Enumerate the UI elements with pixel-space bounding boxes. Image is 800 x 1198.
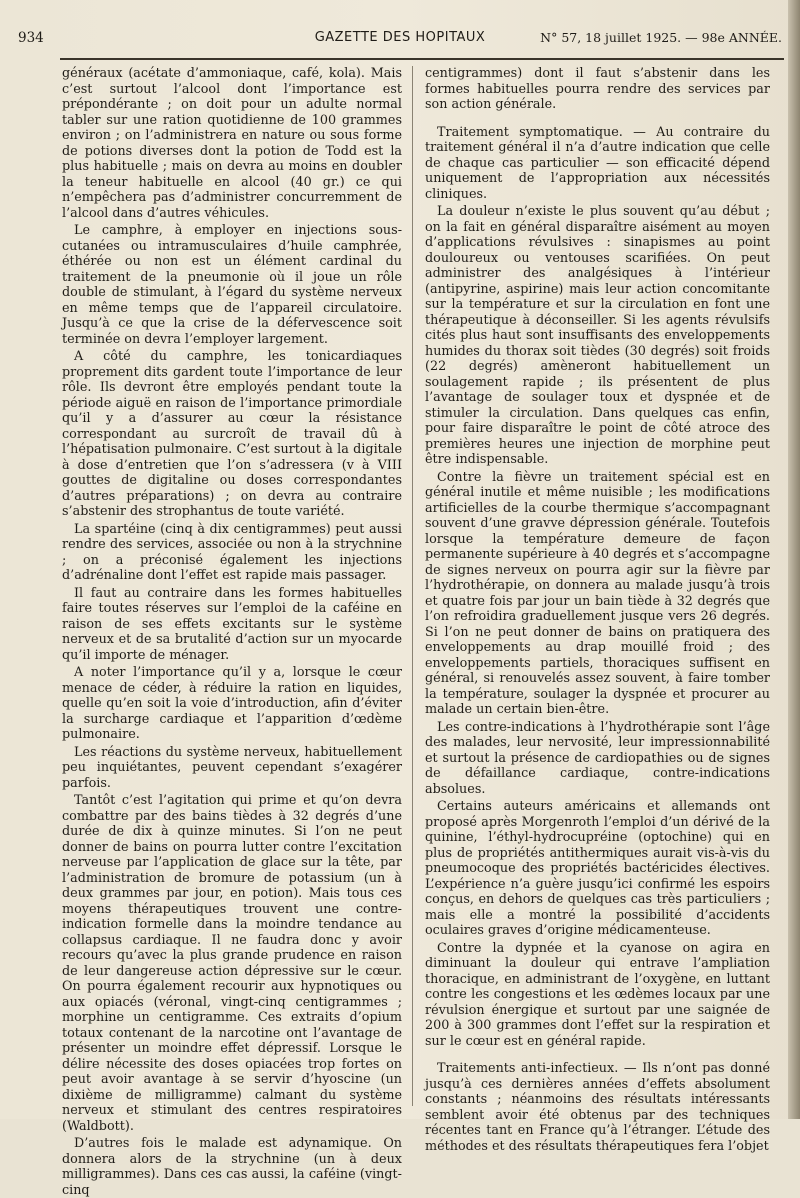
paragraph: centigrammes) dont il faut s’abstenir dans les formes habituelles pourra rendre des services par son action générale. [425, 66, 770, 112]
journal-title: GAZETTE DES HOPITAUX [314, 30, 486, 45]
column-divider [412, 66, 413, 1106]
left-column [62, 66, 402, 1198]
page-number: 934 [18, 30, 44, 46]
header-rule [60, 58, 784, 60]
paragraph: D’autres fois le malade est adynamique. On donnera alors de la strychnine (un à deux milligrammes). Dans ces cas aussi, la caféine (vingt-cinq [62, 1136, 402, 1198]
paragraph: A côté du camphre, les tonicardiaques proprement dits gardent toute l’importance de leur rôle. Ils devront être employés pendant toute la période aiguë en raison de l’importance primordiale qu’il y a d’assurer au cœur la résistance correspondant au surcroît de travail dû à l’hépatisation pulmonaire. C’est surtout à la digitale à dose d’entretien que l’on s’adressera (v à VIII gouttes de digitaline ou doses correspondantes d’autres préparations) ; on devra au contraire s’abstenir des strophantus de toute variété. [62, 349, 402, 519]
paragraph: Le camphre, à employer en injections sous-cutanées ou intramusculaires d’huile camphrée, éthérée ou non est un élément cardinal du traitement de la pneumonie où il joue un rôle double de stimulant, à l’égard du système nerveux en même temps que de l’appareil circulatoire. Jusqu’à ce que la crise de la défervescence soit terminée on devra l’employer largement. [62, 223, 402, 347]
paragraph: Les réactions du système nerveux, habituellement peu inquiétantes, peuvent cependant s’exagérer parfois. [62, 744, 402, 791]
paragraph: Contre la fièvre un traitement spécial est en général inutile et même nuisible ; les modifications artificielles de la courbe thermique s’accompagnant souvent d’une gravve dépression générale. Toutefois lorsque la température demeure de façon permanente supérieure à 40 degrés et s’accompagne de signes nerveux on pourra agir sur la fièvre par l’hydrothérapie, on donnera au malade jusqu’à trois et quatre fois par jour un bain tiède à 32 degrés que l’on refroidira graduellement jusque vers 26 degrés. Si l’on ne peut donner de bains on pratiquera des enveloppements au drap mouillé froid ; des enveloppements partiels, thoraciques suffisent en général, si renouvelés assez souvent, à faire tomber la température, soulager la dyspnée et procurer au malade un certain bien-être. [425, 469, 770, 717]
paragraph: Certains auteurs américains et allemands ont proposé après Morgenroth l’emploi d’un dérivé de la quinine, l’éthyl-hydrocupréine (optochine) qui en plus de propriétés antithermiques aurait vis-à-vis du pneumocoque des propriétés bactéricides électives. L’expérience n’a guère jusqu’ici confirmé les espoirs conçus, en dehors de quelques cas très particuliers ; mais elle a montré la possibilité d’accidents oculaires graves d’origine médicamenteuse. [425, 799, 770, 938]
page-edge [788, 0, 800, 1119]
paragraph: Tantôt c’est l’agitation qui prime et qu’on devra combattre par des bains tièdes à 32 degrés d’une durée de dix à quinze minutes. Si l’on ne peut donner de bains on pourra lutter contre l’excitation nerveuse par l’application de glace sur la tête, par l’administration de bromure de potassium (un à deux grammes par jour, en potion). Mais tous ces moyens thérapeutiques trouvent une contre-indication formelle dans la moindre tendance au collapsus cardiaque. Il ne faudra donc y avoir recours qu’avec la plus grande prudence en raison de leur dangereuse action dépressive sur le cœur. On pourra également recourir aux hypnotiques ou aux opiacés (véronal, vingt-cinq centigrammes ; morphine un centigramme. Ces extraits d’opium totaux contenant de la narcotine ont l’avantage de présenter un moindre effet dépressif. Lorsque le délire nécessite des doses opiacées trop fortes on peut avoir avantage à se servir d’hyoscine (un dixième de milligramme) calmant du système nerveux et stimulant des centres respiratoires (Waldbott). [62, 793, 402, 1134]
paragraph: A noter l’importance qu’il y a, lorsque le cœur menace de céder, à réduire la ration en liquides, quelle qu’en soit la voie d’introduction, afin d’éviter la surcharge cardiaque et l’apparition d’œdème pulmonaire. [62, 665, 402, 742]
paragraph: La spartéine (cinq à dix centigrammes) peut aussi rendre des services, associée ou non à la strychnine ; on a préconisé également les injections d’adrénaline dont l’effet est rapide mais passager. [62, 521, 402, 583]
paragraph: Les contre-indications à l’hydrothérapie sont l’âge des malades, leur nervosité, leur impressionnabilité et surtout la présence de cardiopathies ou de signes de défaillance cardiaque, contre-indications absolues. [425, 719, 770, 797]
section-paragraph-symptomatique: Traitement symptomatique. — Au contraire du traitement général il n’a d’autre indication que celle de chaque cas particulier — son efficacité dépend uniquement de l’appropriation aux nécessités cliniques. [425, 124, 770, 202]
paragraph: Il faut au contraire dans les formes habituelles faire toutes réserves sur l’emploi de la caféine en raison de ses effets excitants sur le système nerveux et de sa brutalité d’action sur un myocarde qu’il importe de ménager. [62, 585, 402, 663]
right-column [425, 66, 770, 1154]
paragraph: Contre la dypnée et la cyanose on agira en diminuant la douleur qui entrave l’ampliation thoracique, en administrant de l’oxygène, en luttant contre les congestions et les œdèmes locaux par une révulsion énergique et surtout par une saignée de 200 à 300 grammes dont l’effet sur la respiration et sur le cœur est en général rapide. [425, 940, 770, 1049]
section-paragraph-anti-infectieux: Traitements anti-infectieux. — Ils n’ont pas donné jusqu’à ces dernières années d’effets absolument constants ; néanmoins des résultats intéressants semblent avoir été obtenus par des techniques récentes tant en France qu’à l’étranger. L’étude des méthodes et des résultats thérapeutiques fera l’objet [425, 1061, 770, 1154]
paragraph: La douleur n’existe le plus souvent qu’au début ; on la fait en général disparaître aisément au moyen d’applications révulsives : sinapismes au point douloureux ou ventouses scarifiées. On peut administrer des analgésiques à l’intérieur (antipyrine, aspirine) mais leur action concomitante sur la température et sur la circulation en font une thérapeutique à déconseiller. Si les agents révulsifs cités plus haut sont insuffisants des enveloppements humides du thorax soit tièdes (30 degrés) soit froids (22 degrés) amèneront habituellement un soulagement rapide ; ils présentent de plus l’avantage de soulager toux et dyspnée et de stimuler la circulation. Dans quelques cas enfin, pour faire disparaître le point de côté atroce des premières heures une injection de morphine peut être indispensable. [425, 204, 770, 467]
issue-info: N° 57, 18 juillet 1925. — 98e ANNÉE. [540, 30, 782, 45]
page-header [18, 30, 782, 50]
paragraph: généraux (acétate d’ammoniaque, café, kola). Mais c’est surtout l’alcool dont l’importance est prépondérante ; on doit pour un adulte normal tabler sur une ration quotidienne de 100 grammes environ ; on l’administrera en nature ou sous forme de potions diverses dont la potion de Todd est la plus habituelle ; mais on devra au moins en doubler la teneur habituelle en alcool (40 gr.) ce qui n’empêchera pas d’administrer concurremment de l’alcool dans d’autres véhicules. [62, 66, 402, 221]
